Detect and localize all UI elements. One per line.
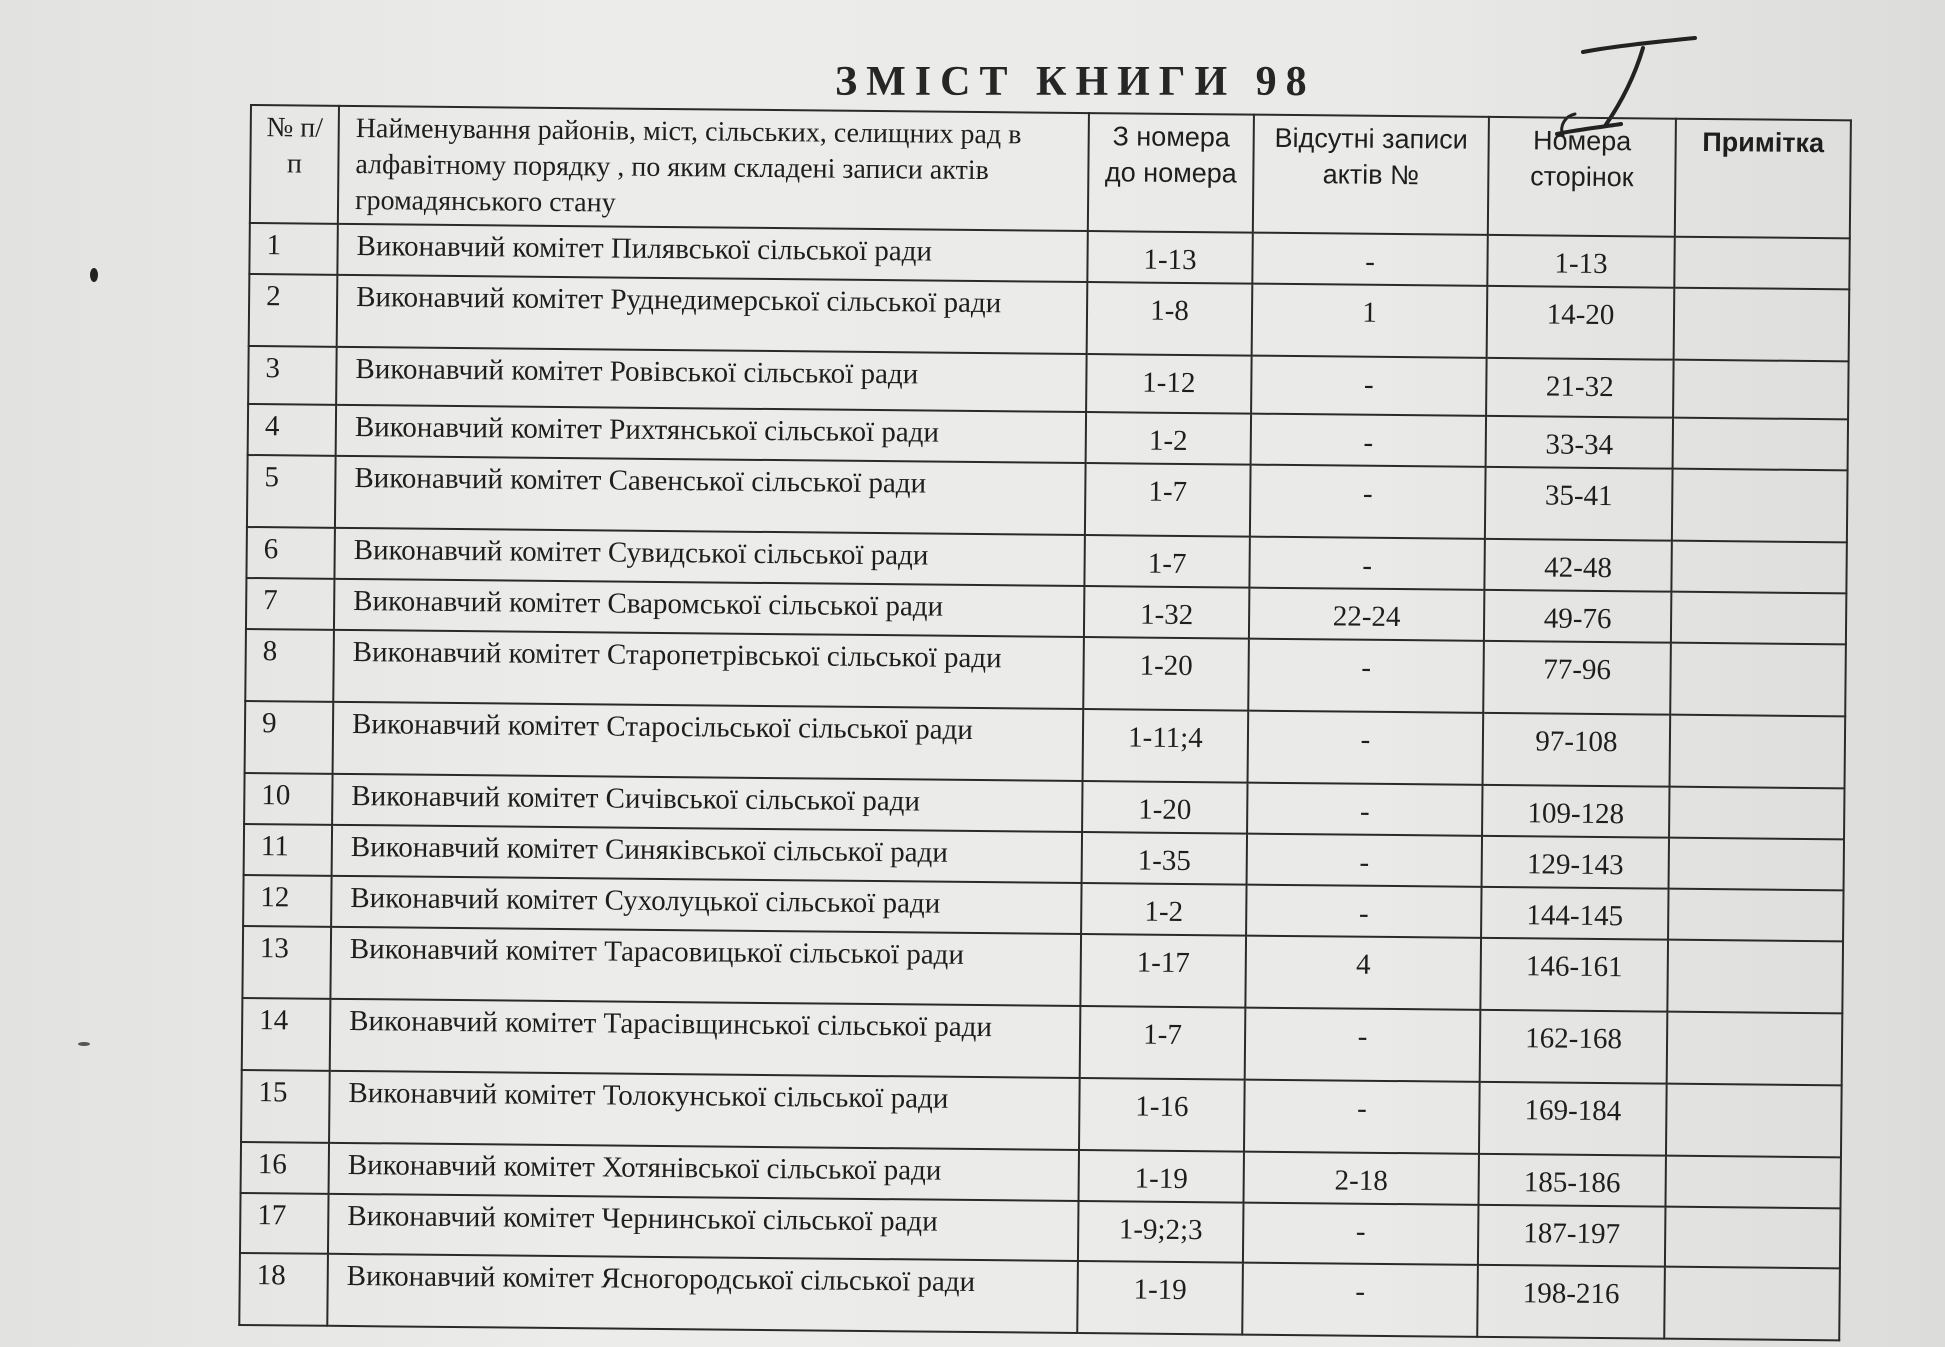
missing-records: 4: [1245, 936, 1481, 1010]
note-cell: [1665, 1156, 1840, 1209]
page-range: 185-186: [1478, 1154, 1665, 1207]
page-range: 14-20: [1487, 286, 1675, 360]
ink-speck: [78, 1042, 90, 1046]
page-range: 169-184: [1479, 1082, 1667, 1156]
record-range: 1-13: [1087, 231, 1252, 284]
row-number: 13: [242, 926, 331, 999]
missing-records: -: [1245, 1008, 1481, 1082]
record-range: 1-11;4: [1083, 709, 1249, 783]
record-range: 1-7: [1080, 1006, 1246, 1080]
page-range: 42-48: [1484, 539, 1671, 592]
missing-records: -: [1250, 465, 1486, 539]
council-name: Виконавчий комітет Тарасовицької сільської ради: [330, 927, 1081, 1006]
council-name: Виконавчий комітет Руднедимерської сільської ради: [337, 275, 1088, 354]
page-range: 33-34: [1486, 416, 1673, 469]
note-cell: [1670, 643, 1846, 717]
council-name: Виконавчий комітет Синяківської сільської ради: [332, 825, 1082, 883]
row-number: 1: [249, 223, 337, 275]
record-range: 1-9;2;3: [1078, 1201, 1244, 1263]
ink-speck: [90, 268, 98, 282]
record-range: 1-7: [1085, 463, 1251, 537]
row-number: 11: [244, 824, 332, 876]
page-range: 162-168: [1480, 1010, 1668, 1084]
row-number: 8: [245, 629, 334, 702]
note-cell: [1664, 1267, 1840, 1341]
note-cell: [1669, 787, 1844, 840]
record-range: 1-12: [1086, 354, 1252, 414]
header-note: Примітка: [1675, 119, 1851, 239]
council-name: Виконавчий комітет Старосільської сільської ради: [333, 702, 1084, 781]
row-number: 15: [241, 1070, 330, 1143]
row-number: 5: [247, 455, 336, 528]
missing-records: -: [1244, 1080, 1480, 1154]
missing-records: 2-18: [1244, 1152, 1479, 1205]
council-name: Виконавчий комітет Ясногородської сільської ради: [327, 1254, 1078, 1333]
page-range: 77-96: [1483, 641, 1671, 715]
record-range: 1-32: [1084, 586, 1249, 639]
council-name: Виконавчий комітет Рихтянської сільської ради: [336, 405, 1086, 463]
record-range: 1-20: [1083, 637, 1249, 711]
record-range: 1-2: [1086, 412, 1251, 465]
council-name: Виконавчий комітет Ровівської сільської ради: [336, 347, 1087, 412]
page-range: 97-108: [1483, 713, 1671, 787]
page-range: 144-145: [1481, 887, 1668, 940]
header-num: № п/п: [250, 105, 339, 224]
page-range: 187-197: [1478, 1205, 1666, 1267]
note-cell: [1666, 1084, 1842, 1158]
record-range: 1-8: [1087, 282, 1253, 356]
note-cell: [1668, 889, 1843, 942]
council-name: Виконавчий комітет Савенської сільської ради: [335, 456, 1086, 535]
page-range: 21-32: [1486, 358, 1674, 418]
page-range: 146-161: [1480, 938, 1668, 1012]
row-number: 10: [244, 773, 332, 825]
table-row: [239, 1253, 1840, 1340]
council-name: Виконавчий комітет Сувидської сільської ради: [334, 528, 1084, 586]
row-number: 14: [242, 998, 331, 1071]
note-cell: [1670, 715, 1846, 789]
record-range: 1-17: [1080, 934, 1246, 1008]
note-cell: [1673, 360, 1849, 420]
page-range: 35-41: [1485, 467, 1673, 541]
page-range: 129-143: [1482, 836, 1669, 889]
row-number: 4: [248, 404, 336, 456]
missing-records: 1: [1252, 284, 1488, 358]
contents-table-wrapper: [238, 104, 1852, 1341]
header-pages: Номера сторінок: [1488, 117, 1676, 237]
row-number: 17: [240, 1193, 329, 1254]
header-missing: Відсутні записи актів №: [1253, 115, 1489, 235]
record-range: 1-2: [1081, 883, 1246, 936]
missing-records: -: [1248, 711, 1484, 785]
row-number: 7: [246, 578, 334, 630]
header-name: Найменування районів, міст, сільських, селищних рад в алфавітному порядку , по яким складені записи актів громадянського стану: [338, 106, 1089, 231]
note-cell: [1672, 469, 1848, 543]
council-name: Виконавчий комітет Тарасівщинської сільської ради: [330, 999, 1081, 1078]
row-number: 16: [241, 1142, 329, 1194]
header-from-to: З номера до номера: [1088, 113, 1254, 233]
missing-records: 22-24: [1249, 588, 1484, 641]
row-number: 2: [249, 274, 338, 347]
table-header-row: [250, 105, 1851, 238]
missing-records: -: [1251, 414, 1486, 467]
missing-records: -: [1248, 639, 1484, 713]
missing-records: -: [1251, 356, 1487, 416]
missing-records: -: [1242, 1263, 1478, 1337]
council-name: Виконавчий комітет Толокунської сільської ради: [329, 1071, 1080, 1150]
missing-records: -: [1247, 783, 1482, 836]
record-range: 1-7: [1084, 535, 1249, 588]
council-name: Виконавчий комітет Хотянівської сільської ради: [329, 1143, 1079, 1201]
note-cell: [1674, 237, 1849, 290]
record-range: 1-16: [1079, 1078, 1245, 1152]
note-cell: [1669, 838, 1844, 891]
note-cell: [1665, 1207, 1841, 1269]
row-number: 6: [246, 527, 334, 579]
row-number: 18: [239, 1253, 328, 1326]
row-number: 3: [248, 346, 337, 405]
council-name: Виконавчий комітет Пилявської сільської ради: [337, 224, 1087, 282]
page-range: 109-128: [1482, 785, 1669, 838]
council-name: Виконавчий комітет Старопетрівської сільської ради: [333, 630, 1084, 709]
note-cell: [1674, 288, 1850, 362]
record-range: 1-20: [1082, 781, 1247, 834]
council-name: Виконавчий комітет Сваромської сільської ради: [334, 579, 1084, 637]
note-cell: [1673, 418, 1848, 471]
missing-records: -: [1243, 1203, 1479, 1265]
council-name: Виконавчий комітет Сухолуцької сільської ради: [331, 876, 1081, 934]
page-range: 49-76: [1484, 590, 1671, 643]
row-number: 12: [243, 875, 331, 927]
missing-records: -: [1252, 233, 1487, 286]
record-range: 1-35: [1082, 832, 1247, 885]
note-cell: [1667, 940, 1843, 1014]
council-name: Виконавчий комітет Чернинської сільської ради: [328, 1194, 1079, 1261]
page-title: ЗМІСТ КНИГИ 98: [835, 59, 1316, 105]
record-range: 1-19: [1079, 1150, 1244, 1203]
page-range: 198-216: [1477, 1265, 1665, 1339]
missing-records: -: [1249, 537, 1484, 590]
page-range: 1-13: [1487, 235, 1674, 288]
missing-records: -: [1246, 885, 1481, 938]
council-name: Виконавчий комітет Сичівської сільської ради: [332, 774, 1082, 832]
record-range: 1-19: [1077, 1261, 1243, 1335]
row-number: 9: [245, 701, 334, 774]
note-cell: [1667, 1012, 1843, 1086]
contents-table: [238, 104, 1852, 1341]
note-cell: [1671, 541, 1846, 594]
note-cell: [1671, 592, 1846, 645]
missing-records: -: [1247, 834, 1482, 887]
